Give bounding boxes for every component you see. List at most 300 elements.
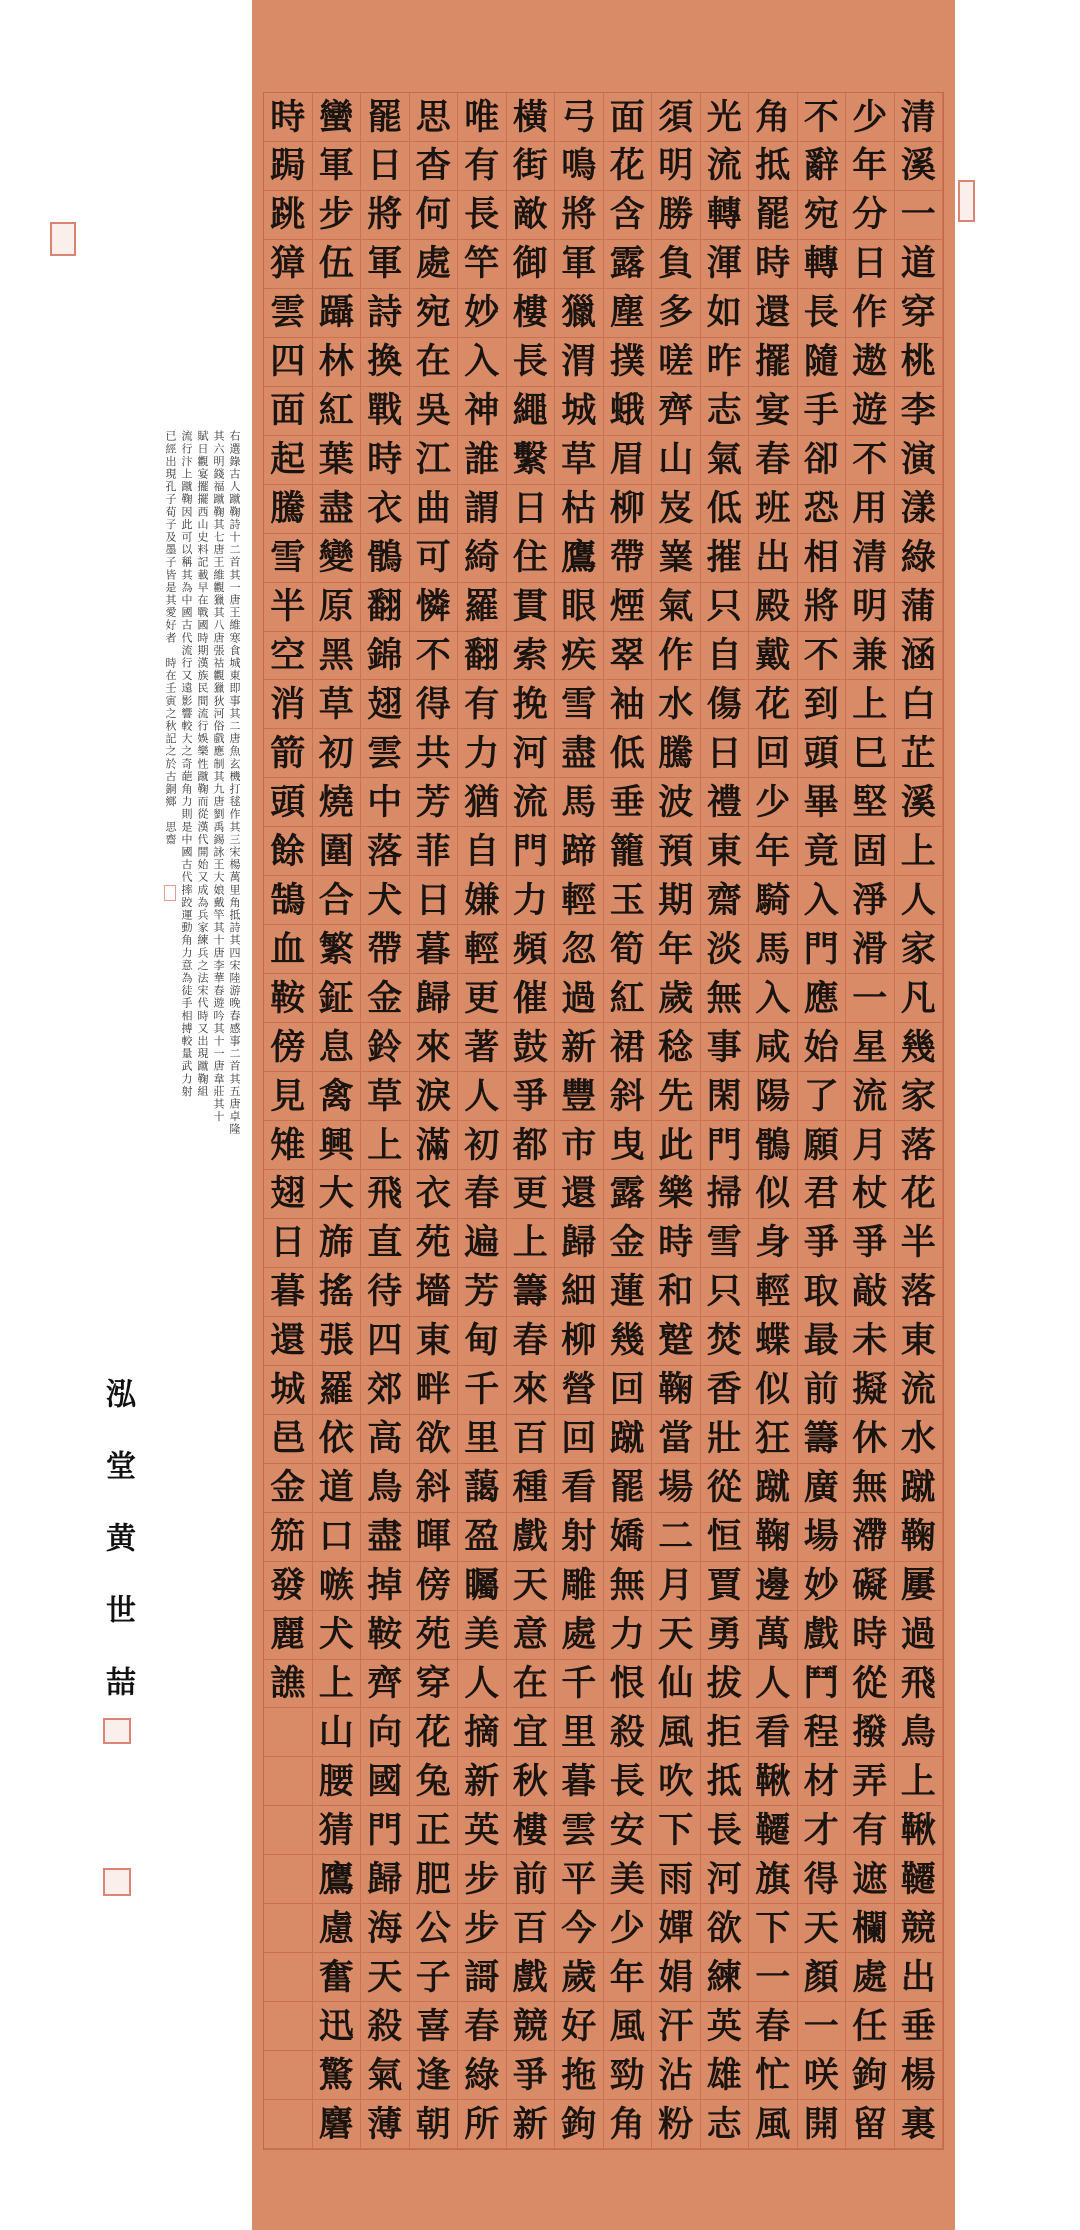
- character-cell: 所: [458, 2100, 507, 2149]
- character-cell: 旆: [313, 1219, 362, 1268]
- character-cell: 郊: [361, 1366, 410, 1415]
- character-cell: 卻: [798, 436, 847, 485]
- character-cell: 傍: [264, 1023, 313, 1072]
- character-cell: 春: [458, 1170, 507, 1219]
- character-cell: 弄: [846, 1757, 895, 1806]
- character-cell: 勇: [701, 1611, 750, 1660]
- character-cell: 娟: [652, 1953, 701, 2002]
- character-cell: 一: [798, 2002, 847, 2051]
- character-cell: 面: [604, 93, 653, 142]
- character-cell: 公: [410, 1904, 459, 1953]
- character-cell: 河: [507, 729, 556, 778]
- character-cell: 事: [701, 1023, 750, 1072]
- inscription-column: 流行汴上蹴鞠因此可以稱其為中國古代流行又遠影響較大之奇葩角力則是中國古代摔跤運動角力意為徒手相搏較量武力射: [180, 430, 193, 1098]
- character-cell: 昨: [701, 338, 750, 387]
- character-cell: 戲: [507, 1953, 556, 2002]
- character-cell: 恒: [701, 1513, 750, 1562]
- character-cell: 滿: [410, 1121, 459, 1170]
- character-cell: 鉦: [313, 974, 362, 1023]
- character-cell: 誰: [458, 436, 507, 485]
- character-cell: 遍: [458, 1219, 507, 1268]
- character-cell: 稔: [652, 1023, 701, 1072]
- character-cell: 人: [749, 1659, 798, 1708]
- character-cell: 歸: [410, 974, 459, 1023]
- character-cell: 英: [701, 2002, 750, 2051]
- character-cell: 角: [604, 2100, 653, 2149]
- character-cell: [264, 1757, 313, 1806]
- character-cell: 遨: [846, 338, 895, 387]
- character-cell: 星: [846, 1023, 895, 1072]
- character-cell: 步: [458, 1855, 507, 1904]
- character-cell: 跼: [264, 142, 313, 191]
- character-cell: 逢: [410, 2051, 459, 2100]
- character-cell: 麏: [313, 2100, 362, 2149]
- character-cell: 更: [507, 1170, 556, 1219]
- character-cell: 齊: [652, 387, 701, 436]
- character-cell: 岌: [652, 485, 701, 534]
- character-cell: 新: [458, 1757, 507, 1806]
- character-cell: 貫: [507, 583, 556, 632]
- character-cell: 空: [264, 631, 313, 680]
- character-cell: 畢: [798, 778, 847, 827]
- character-cell: 翠: [604, 631, 653, 680]
- character-cell: 兔: [410, 1757, 459, 1806]
- character-cell: 一: [895, 191, 944, 240]
- character-cell: 宴: [749, 387, 798, 436]
- character-cell: 種: [507, 1464, 556, 1513]
- character-cell: 墻: [410, 1268, 459, 1317]
- character-cell: 摘: [458, 1708, 507, 1757]
- character-cell: 流: [846, 1072, 895, 1121]
- character-cell: 嫌: [458, 876, 507, 925]
- character-cell: 歸: [555, 1219, 604, 1268]
- character-cell: 興: [313, 1121, 362, 1170]
- character-cell: 力: [507, 876, 556, 925]
- character-cell: 驚: [313, 2051, 362, 2100]
- character-cell: 天: [507, 1562, 556, 1611]
- character-cell: 千: [458, 1366, 507, 1415]
- character-cell: 巳: [846, 729, 895, 778]
- character-cell: 肥: [410, 1855, 459, 1904]
- character-cell: 慮: [313, 1904, 362, 1953]
- character-cell: 合: [313, 876, 362, 925]
- character-cell: 留: [846, 2100, 895, 2149]
- character-cell: 沾: [652, 2051, 701, 2100]
- character-cell: 作: [652, 631, 701, 680]
- character-cell: 塵: [604, 289, 653, 338]
- character-cell: [264, 1953, 313, 2002]
- character-cell: 山: [652, 436, 701, 485]
- character-cell: 蹴: [895, 1464, 944, 1513]
- character-cell: 一: [749, 1953, 798, 2002]
- character-cell: 輕: [555, 876, 604, 925]
- character-cell: 玉: [604, 876, 653, 925]
- character-cell: 處: [555, 1611, 604, 1660]
- character-cell: 半: [895, 1219, 944, 1268]
- character-cell: 軍: [361, 240, 410, 289]
- character-cell: 始: [798, 1023, 847, 1072]
- character-cell: 著: [458, 1023, 507, 1072]
- character-cell: 只: [701, 583, 750, 632]
- character-cell: 白: [895, 680, 944, 729]
- character-cell: 自: [701, 631, 750, 680]
- character-cell: 雄: [701, 2051, 750, 2100]
- character-cell: 百: [507, 1904, 556, 1953]
- character-cell: 獐: [264, 240, 313, 289]
- character-cell: 葉: [313, 436, 362, 485]
- character-cell: 芷: [895, 729, 944, 778]
- character-cell: 騎: [749, 876, 798, 925]
- character-cell: 營: [555, 1366, 604, 1415]
- artist-signature: 泓堂黄世喆: [100, 1378, 135, 1738]
- character-cell: 預: [652, 827, 701, 876]
- character-cell: 美: [604, 1855, 653, 1904]
- character-cell: 應: [798, 974, 847, 1023]
- character-cell: 不: [846, 436, 895, 485]
- character-cell: 頭: [264, 778, 313, 827]
- character-cell: 輕: [458, 925, 507, 974]
- character-cell: 鞠: [895, 1513, 944, 1562]
- character-cell: 日: [701, 729, 750, 778]
- character-cell: 手: [798, 387, 847, 436]
- character-cell: 詩: [361, 289, 410, 338]
- character-cell: 渾: [701, 240, 750, 289]
- character-cell: 可: [410, 534, 459, 583]
- character-cell: 日: [410, 876, 459, 925]
- character-cell: 筍: [604, 925, 653, 974]
- character-cell: 來: [410, 1023, 459, 1072]
- character-cell: 只: [701, 1268, 750, 1317]
- character-cell: 家: [895, 925, 944, 974]
- character-cell: 雲: [264, 289, 313, 338]
- character-cell: 如: [701, 289, 750, 338]
- character-cell: 犬: [313, 1611, 362, 1660]
- character-cell: 處: [410, 240, 459, 289]
- character-cell: 回: [604, 1366, 653, 1415]
- leisure-seal: [958, 180, 975, 222]
- character-cell: 將: [555, 191, 604, 240]
- character-cell: 得: [798, 1855, 847, 1904]
- character-cell: 時: [846, 1611, 895, 1660]
- character-cell: 射: [555, 1513, 604, 1562]
- character-cell: 人: [895, 876, 944, 925]
- character-cell: 籌: [798, 1415, 847, 1464]
- character-cell: 穿: [895, 289, 944, 338]
- character-cell: 鞠: [749, 1513, 798, 1562]
- character-cell: 開: [798, 2100, 847, 2149]
- character-cell: 新: [555, 1023, 604, 1072]
- character-cell: 門: [798, 925, 847, 974]
- character-cell: 滑: [846, 925, 895, 974]
- character-cell: 正: [410, 1806, 459, 1855]
- character-cell: 子: [410, 1953, 459, 2002]
- character-cell: 好: [555, 2002, 604, 2051]
- character-cell: 和: [652, 1268, 701, 1317]
- character-cell: 戲: [507, 1513, 556, 1562]
- character-cell: 戲: [798, 1611, 847, 1660]
- character-cell: 長: [701, 1806, 750, 1855]
- character-cell: 跳: [264, 191, 313, 240]
- character-cell: 謂: [458, 485, 507, 534]
- character-cell: 勝: [652, 191, 701, 240]
- character-cell: 嗾: [313, 1562, 362, 1611]
- character-cell: 翻: [458, 631, 507, 680]
- character-cell: 迅: [313, 2002, 362, 2051]
- character-cell: 淚: [410, 1072, 459, 1121]
- character-cell: 盡: [555, 729, 604, 778]
- character-cell: 似: [749, 1366, 798, 1415]
- character-cell: 雪: [264, 534, 313, 583]
- character-cell: 從: [846, 1659, 895, 1708]
- character-cell: 矚: [458, 1562, 507, 1611]
- character-cell: 韆: [895, 1855, 944, 1904]
- character-cell: 擺: [749, 338, 798, 387]
- calligraphy-paper: [252, 0, 955, 2230]
- character-cell: 嬌: [604, 1513, 653, 1562]
- character-cell: 衣: [410, 1170, 459, 1219]
- character-cell: 有: [846, 1806, 895, 1855]
- character-cell: 分: [846, 191, 895, 240]
- character-cell: 向: [361, 1708, 410, 1757]
- character-cell: 中: [361, 778, 410, 827]
- character-cell: 甸: [458, 1317, 507, 1366]
- character-cell: 上: [507, 1219, 556, 1268]
- character-cell: 鈴: [361, 1023, 410, 1072]
- character-cell: 咸: [749, 1023, 798, 1072]
- character-cell: 才: [798, 1806, 847, 1855]
- character-cell: 城: [264, 1366, 313, 1415]
- character-cell: 草: [313, 680, 362, 729]
- character-cell: 撲: [604, 338, 653, 387]
- character-cell: 美: [458, 1611, 507, 1660]
- character-cell: 花: [604, 142, 653, 191]
- character-cell: 無: [701, 974, 750, 1023]
- character-cell: 盡: [313, 485, 362, 534]
- character-cell: 班: [749, 485, 798, 534]
- character-cell: 面: [264, 387, 313, 436]
- character-cell: 此: [652, 1121, 701, 1170]
- character-cell: 市: [555, 1121, 604, 1170]
- character-cell: 蛾: [604, 387, 653, 436]
- character-cell: 斜: [604, 1072, 653, 1121]
- character-cell: 邑: [264, 1415, 313, 1464]
- character-cell: 志: [701, 387, 750, 436]
- character-cell: 期: [652, 876, 701, 925]
- character-grid: [263, 92, 944, 2150]
- character-cell: 蠻: [313, 93, 362, 142]
- character-cell: 唯: [458, 93, 507, 142]
- character-cell: 忽: [555, 925, 604, 974]
- character-cell: 裏: [895, 2100, 944, 2149]
- character-cell: 過: [555, 974, 604, 1023]
- character-cell: 氣: [652, 583, 701, 632]
- character-cell: 鞍: [361, 1611, 410, 1660]
- character-cell: 半: [264, 583, 313, 632]
- character-cell: 遊: [846, 387, 895, 436]
- character-cell: 氣: [361, 2051, 410, 2100]
- character-cell: 雲: [361, 729, 410, 778]
- character-cell: 蹵: [652, 1317, 701, 1366]
- character-cell: 少: [749, 778, 798, 827]
- character-cell: 御: [507, 240, 556, 289]
- character-cell: 江: [410, 436, 459, 485]
- character-cell: 菲: [410, 827, 459, 876]
- character-cell: 嶪: [652, 534, 701, 583]
- character-cell: 拒: [701, 1708, 750, 1757]
- character-cell: 餘: [264, 827, 313, 876]
- character-cell: 鉤: [555, 2100, 604, 2149]
- character-cell: 帶: [604, 534, 653, 583]
- character-cell: 橫: [507, 93, 556, 142]
- character-cell: 下: [749, 1904, 798, 1953]
- character-cell: 曲: [410, 485, 459, 534]
- character-cell: 紅: [604, 974, 653, 1023]
- character-cell: 秋: [507, 1757, 556, 1806]
- character-cell: 蝶: [749, 1317, 798, 1366]
- character-cell: 長: [458, 191, 507, 240]
- character-cell: 固: [846, 827, 895, 876]
- character-cell: 四: [361, 1317, 410, 1366]
- character-cell: [264, 1708, 313, 1757]
- character-cell: 羅: [313, 1366, 362, 1415]
- character-cell: 作: [846, 289, 895, 338]
- character-cell: 禽: [313, 1072, 362, 1121]
- character-cell: 換: [361, 338, 410, 387]
- character-cell: 兼: [846, 631, 895, 680]
- character-cell: 春: [507, 1317, 556, 1366]
- character-cell: 看: [749, 1708, 798, 1757]
- character-cell: 羅: [458, 583, 507, 632]
- character-cell: 邊: [749, 1562, 798, 1611]
- character-cell: 時: [361, 436, 410, 485]
- character-cell: [264, 1806, 313, 1855]
- character-cell: 柳: [555, 1317, 604, 1366]
- character-cell: 藹: [458, 1464, 507, 1513]
- character-cell: 還: [264, 1317, 313, 1366]
- character-cell: 奮: [313, 1953, 362, 2002]
- character-cell: 眼: [555, 583, 604, 632]
- character-cell: 林: [313, 338, 362, 387]
- character-cell: 帶: [361, 925, 410, 974]
- character-cell: 在: [410, 338, 459, 387]
- character-cell: 任: [846, 2002, 895, 2051]
- character-cell: 箭: [264, 729, 313, 778]
- character-cell: 百: [507, 1415, 556, 1464]
- character-cell: 上: [895, 1757, 944, 1806]
- character-cell: 回: [749, 729, 798, 778]
- character-cell: [264, 2002, 313, 2051]
- character-cell: 君: [798, 1170, 847, 1219]
- character-cell: 原: [313, 583, 362, 632]
- character-cell: 翅: [264, 1170, 313, 1219]
- inscription-column: 賦日觀宴擺擺西山史料記載早在戰國時期漢族民間流行娛樂性蹴鞠而從漢代開始又成為兵家練兵之法宋代時又出現蹴鞠組: [196, 430, 209, 1098]
- character-cell: 綠: [458, 2051, 507, 2100]
- character-cell: 欲: [410, 1415, 459, 1464]
- character-cell: 負: [652, 240, 701, 289]
- character-cell: 上: [313, 1659, 362, 1708]
- character-cell: 戰: [361, 387, 410, 436]
- character-cell: 道: [895, 240, 944, 289]
- character-cell: 煙: [604, 583, 653, 632]
- character-cell: 風: [749, 2100, 798, 2149]
- character-cell: 索: [507, 631, 556, 680]
- character-cell: 水: [652, 680, 701, 729]
- character-cell: 屢: [895, 1562, 944, 1611]
- character-cell: 輕: [749, 1268, 798, 1317]
- character-cell: 里: [555, 1708, 604, 1757]
- character-cell: 裙: [604, 1023, 653, 1072]
- character-cell: 騰: [652, 729, 701, 778]
- character-cell: 鞍: [264, 974, 313, 1023]
- character-cell: 盈: [458, 1513, 507, 1562]
- character-cell: 齋: [701, 876, 750, 925]
- character-cell: 處: [846, 1953, 895, 2002]
- character-cell: 初: [458, 1121, 507, 1170]
- character-cell: 願: [798, 1121, 847, 1170]
- inscription-column: 其六明錢福蹴鞠其七唐王維觀獵其八唐張祜觀獵狄河俗戲應制其九唐劉禹錫詠王大娘戴竿其十唐李華春遊吟其十一唐韋莊其十: [212, 430, 225, 1123]
- character-cell: 袖: [604, 680, 653, 729]
- character-cell: 馬: [555, 778, 604, 827]
- character-cell: 張: [313, 1317, 362, 1366]
- character-cell: 入: [749, 974, 798, 1023]
- character-cell: 衣: [361, 485, 410, 534]
- character-cell: 光: [701, 93, 750, 142]
- character-cell: 年: [604, 1953, 653, 2002]
- character-cell: 街: [507, 142, 556, 191]
- character-cell: 樂: [652, 1170, 701, 1219]
- character-cell: 仙: [652, 1659, 701, 1708]
- character-cell: 蹴: [749, 1464, 798, 1513]
- character-cell: 繫: [507, 436, 556, 485]
- character-cell: 天: [652, 1611, 701, 1660]
- character-cell: 血: [264, 925, 313, 974]
- character-cell: 草: [361, 1072, 410, 1121]
- character-cell: 桃: [895, 338, 944, 387]
- character-cell: 東: [701, 827, 750, 876]
- character-cell: 道: [313, 1464, 362, 1513]
- character-cell: [264, 2051, 313, 2100]
- character-cell: 蹄: [555, 827, 604, 876]
- character-cell: 爭: [798, 1219, 847, 1268]
- character-cell: 相: [798, 534, 847, 583]
- character-cell: 自: [458, 827, 507, 876]
- character-cell: 薄: [361, 2100, 410, 2149]
- character-cell: 鳥: [361, 1464, 410, 1513]
- character-cell: 國: [361, 1757, 410, 1806]
- character-cell: 人: [458, 1659, 507, 1708]
- character-cell: 敵: [507, 191, 556, 240]
- character-cell: 渭: [555, 338, 604, 387]
- character-cell: 翅: [361, 680, 410, 729]
- character-cell: 籌: [507, 1268, 556, 1317]
- character-cell: 繩: [507, 387, 556, 436]
- character-cell: 吳: [410, 387, 459, 436]
- character-cell: 轉: [798, 240, 847, 289]
- character-cell: 細: [555, 1268, 604, 1317]
- inscription-colophon: [158, 430, 242, 1165]
- character-cell: 籠: [604, 827, 653, 876]
- character-cell: 飛: [361, 1170, 410, 1219]
- character-cell: 用: [846, 485, 895, 534]
- character-cell: 暉: [410, 1513, 459, 1562]
- character-cell: 鞠: [652, 1366, 701, 1415]
- character-cell: 取: [798, 1268, 847, 1317]
- character-cell: 豐: [555, 1072, 604, 1121]
- character-cell: 清: [846, 534, 895, 583]
- character-cell: 明: [846, 583, 895, 632]
- character-cell: 有: [458, 680, 507, 729]
- character-cell: 最: [798, 1317, 847, 1366]
